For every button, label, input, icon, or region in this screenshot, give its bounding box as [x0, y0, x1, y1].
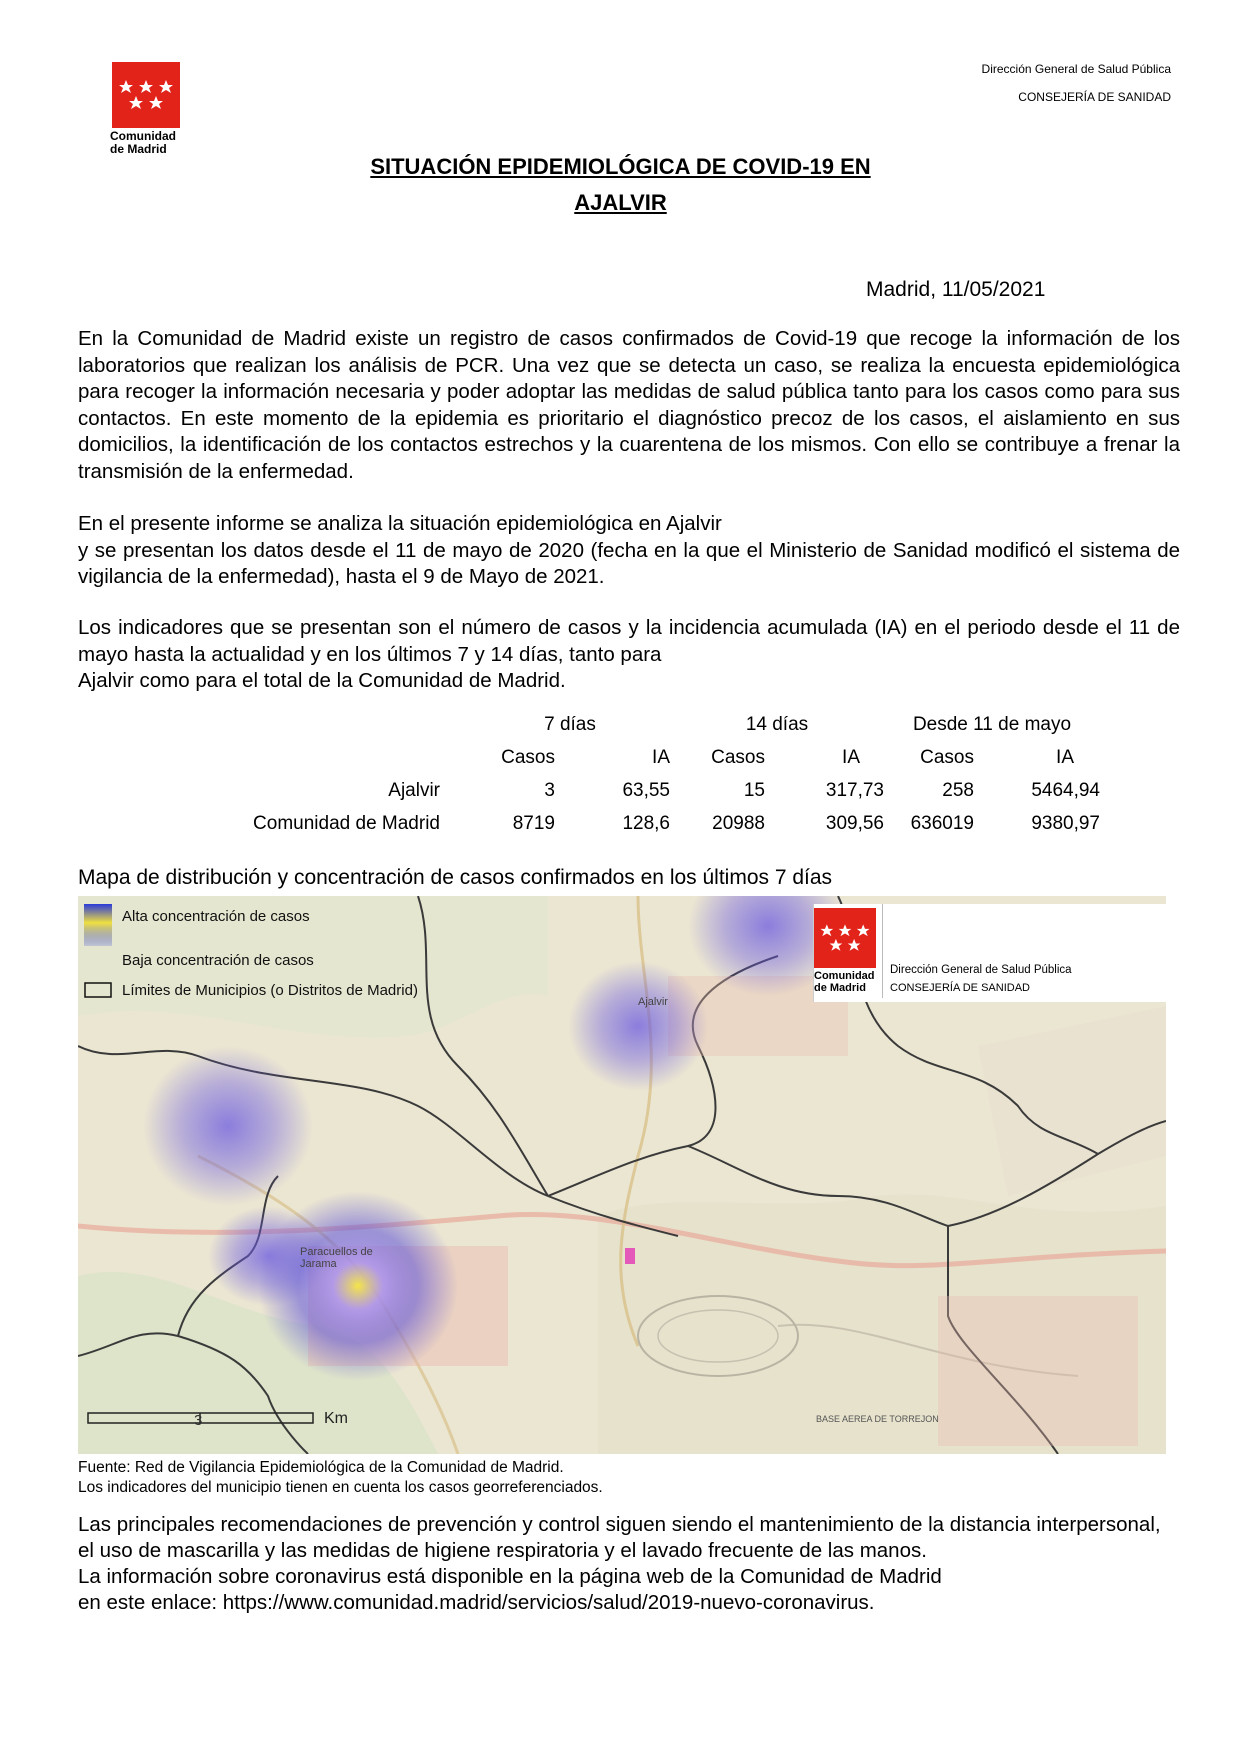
indicators-paragraph [78, 615, 1180, 695]
page-title-line1: SITUACIÓN EPIDEMIOLÓGICA DE COVID-19 EN [370, 154, 871, 179]
report-date: Madrid, 11/05/2021 [866, 278, 1046, 301]
cell: 63,55 [622, 779, 670, 801]
heat-gradient-icon [84, 904, 112, 946]
place-paracuellos: Paracuellos de Jarama [300, 1246, 373, 1270]
cell: 128,6 [622, 812, 670, 834]
logo-line2: de Madrid [110, 142, 167, 156]
table-row [220, 807, 1100, 840]
boundary-swatch-icon [84, 982, 112, 998]
subheader-casos-14: Casos [711, 746, 765, 768]
map-logo-flag [814, 908, 876, 968]
legend-high: Alta concentración de casos [122, 908, 310, 925]
cell: 9380,97 [1031, 812, 1100, 834]
logo-text [110, 130, 176, 156]
stars-icon [814, 908, 876, 968]
table-subheader [220, 741, 1100, 774]
map-logo-text [814, 970, 875, 994]
comunidad-madrid-logo [112, 62, 180, 128]
table-row [220, 774, 1100, 807]
scale-unit: Km [324, 1410, 348, 1427]
subheader-casos-7: Casos [501, 746, 555, 768]
subheader-ia-7: IA [652, 746, 670, 768]
recommendations [78, 1512, 1180, 1616]
source-line2: Los indicadores del municipio tienen en cuenta los casos georreferenciados. [78, 1479, 603, 1496]
group-7-days: 7 días [544, 713, 596, 735]
subheader-casos-may: Casos [920, 746, 974, 768]
place-base-aerea: BASE AEREA DE TORREJON [816, 1414, 939, 1424]
stars-icon [112, 62, 180, 128]
scale-value: 3 [194, 1412, 203, 1429]
page-title-line2: AJALVIR [574, 190, 667, 215]
heat-map [78, 896, 1166, 1454]
cell: 3 [544, 779, 555, 801]
indicators-text-1: Los indicadores que se presentan son el número de casos y la incidencia acumulada (IA) en el periodo desde el 11 de mayo hasta la actualidad y en los últimos 7 y 14 días, tanto para [78, 616, 1180, 666]
map-logo-line2: de Madrid [814, 982, 866, 994]
intro-text: En la Comunidad de Madrid existe un registro de casos confirmados de Covid-19 que recoge la información de los laboratorios que realizan los análisis de PCR. Una vez que se detecta un caso, se realiza la encuesta epidemiológica para recoger la información necesaria y poder adoptar las medidas de salud pública tanto para los casos como para sus contactos. En este momento de la epidemia es prioritario el diagnóstico precoz de los casos, el aislamiento en sus domicilios, la identificación de los contactos estrechos y la cuarentena de los mismos. Con ello se contribuye a frenar la transmisión de la enfermedad. [78, 327, 1180, 483]
scope-text-1: En el presente informe se analiza la situación epidemiológica en Ajalvir [78, 512, 722, 535]
subheader-ia-14: IA [842, 746, 860, 768]
info-text: La información sobre coronavirus está disponible en la página web de la Comunidad de Madrid [78, 1565, 942, 1588]
group-since-may: Desde 11 de mayo [912, 713, 1072, 735]
row-label: Ajalvir [388, 779, 440, 801]
cell: 636019 [910, 812, 974, 834]
map-logo-box [813, 904, 1166, 1002]
place-ajalvir: Ajalvir [638, 996, 668, 1008]
source-line1: Fuente: Red de Vigilancia Epidemiológica de la Comunidad de Madrid. [78, 1459, 564, 1476]
intro-paragraph [78, 326, 1180, 485]
map-ministry: CONSEJERÍA DE SANIDAD [890, 982, 1030, 994]
header-ministry: CONSEJERÍA DE SANIDAD [1018, 90, 1171, 104]
header-dept: Dirección General de Salud Pública [981, 62, 1171, 76]
recommendations-text: Las principales recomendaciones de prevención y control siguen siendo el mantenimiento de la distancia interpersonal, el uso de mascarilla y las medidas de higiene respiratoria y el lavado frecuente de las manos. [78, 1513, 1161, 1562]
scope-text-2: y se presentan los datos desde el 11 de mayo de 2020 (fecha en la que el Ministerio de Sanidad modificó el sistema de vigilancia de la enfermedad), hasta el 9 de Mayo de 2021. [78, 538, 1180, 588]
map-legend [82, 902, 482, 1012]
table-group-header [220, 708, 1100, 741]
subheader-ia-may: IA [1056, 746, 1074, 768]
indicators-text-2: Ajalvir como para el total de la Comunidad de Madrid. [78, 669, 566, 692]
map-title: Mapa de distribución y concentración de casos confirmados en los últimos 7 días [78, 866, 833, 889]
group-14-days: 14 días [745, 713, 809, 735]
cell: 8719 [512, 812, 555, 834]
info-link: en este enlace: https://www.comunidad.madrid/servicios/salud/2019-nuevo-coronavirus. [78, 1591, 875, 1614]
scope-paragraph [78, 511, 1180, 591]
cell: 5464,94 [1031, 779, 1100, 801]
row-label: Comunidad de Madrid [253, 812, 440, 834]
cell: 258 [942, 779, 974, 801]
legend-limits: Límites de Municipios (o Distritos de Madrid) [122, 982, 418, 999]
cell: 317,73 [825, 779, 884, 801]
cell: 15 [743, 779, 765, 801]
logo-line1: Comunidad [110, 129, 176, 143]
map-logo-line1: Comunidad [814, 970, 875, 982]
cell: 20988 [712, 812, 765, 834]
indicators-table [220, 708, 1100, 840]
cell: 309,56 [825, 812, 884, 834]
legend-low: Baja concentración de casos [122, 952, 314, 969]
map-dept: Dirección General de Salud Pública [890, 964, 1072, 976]
